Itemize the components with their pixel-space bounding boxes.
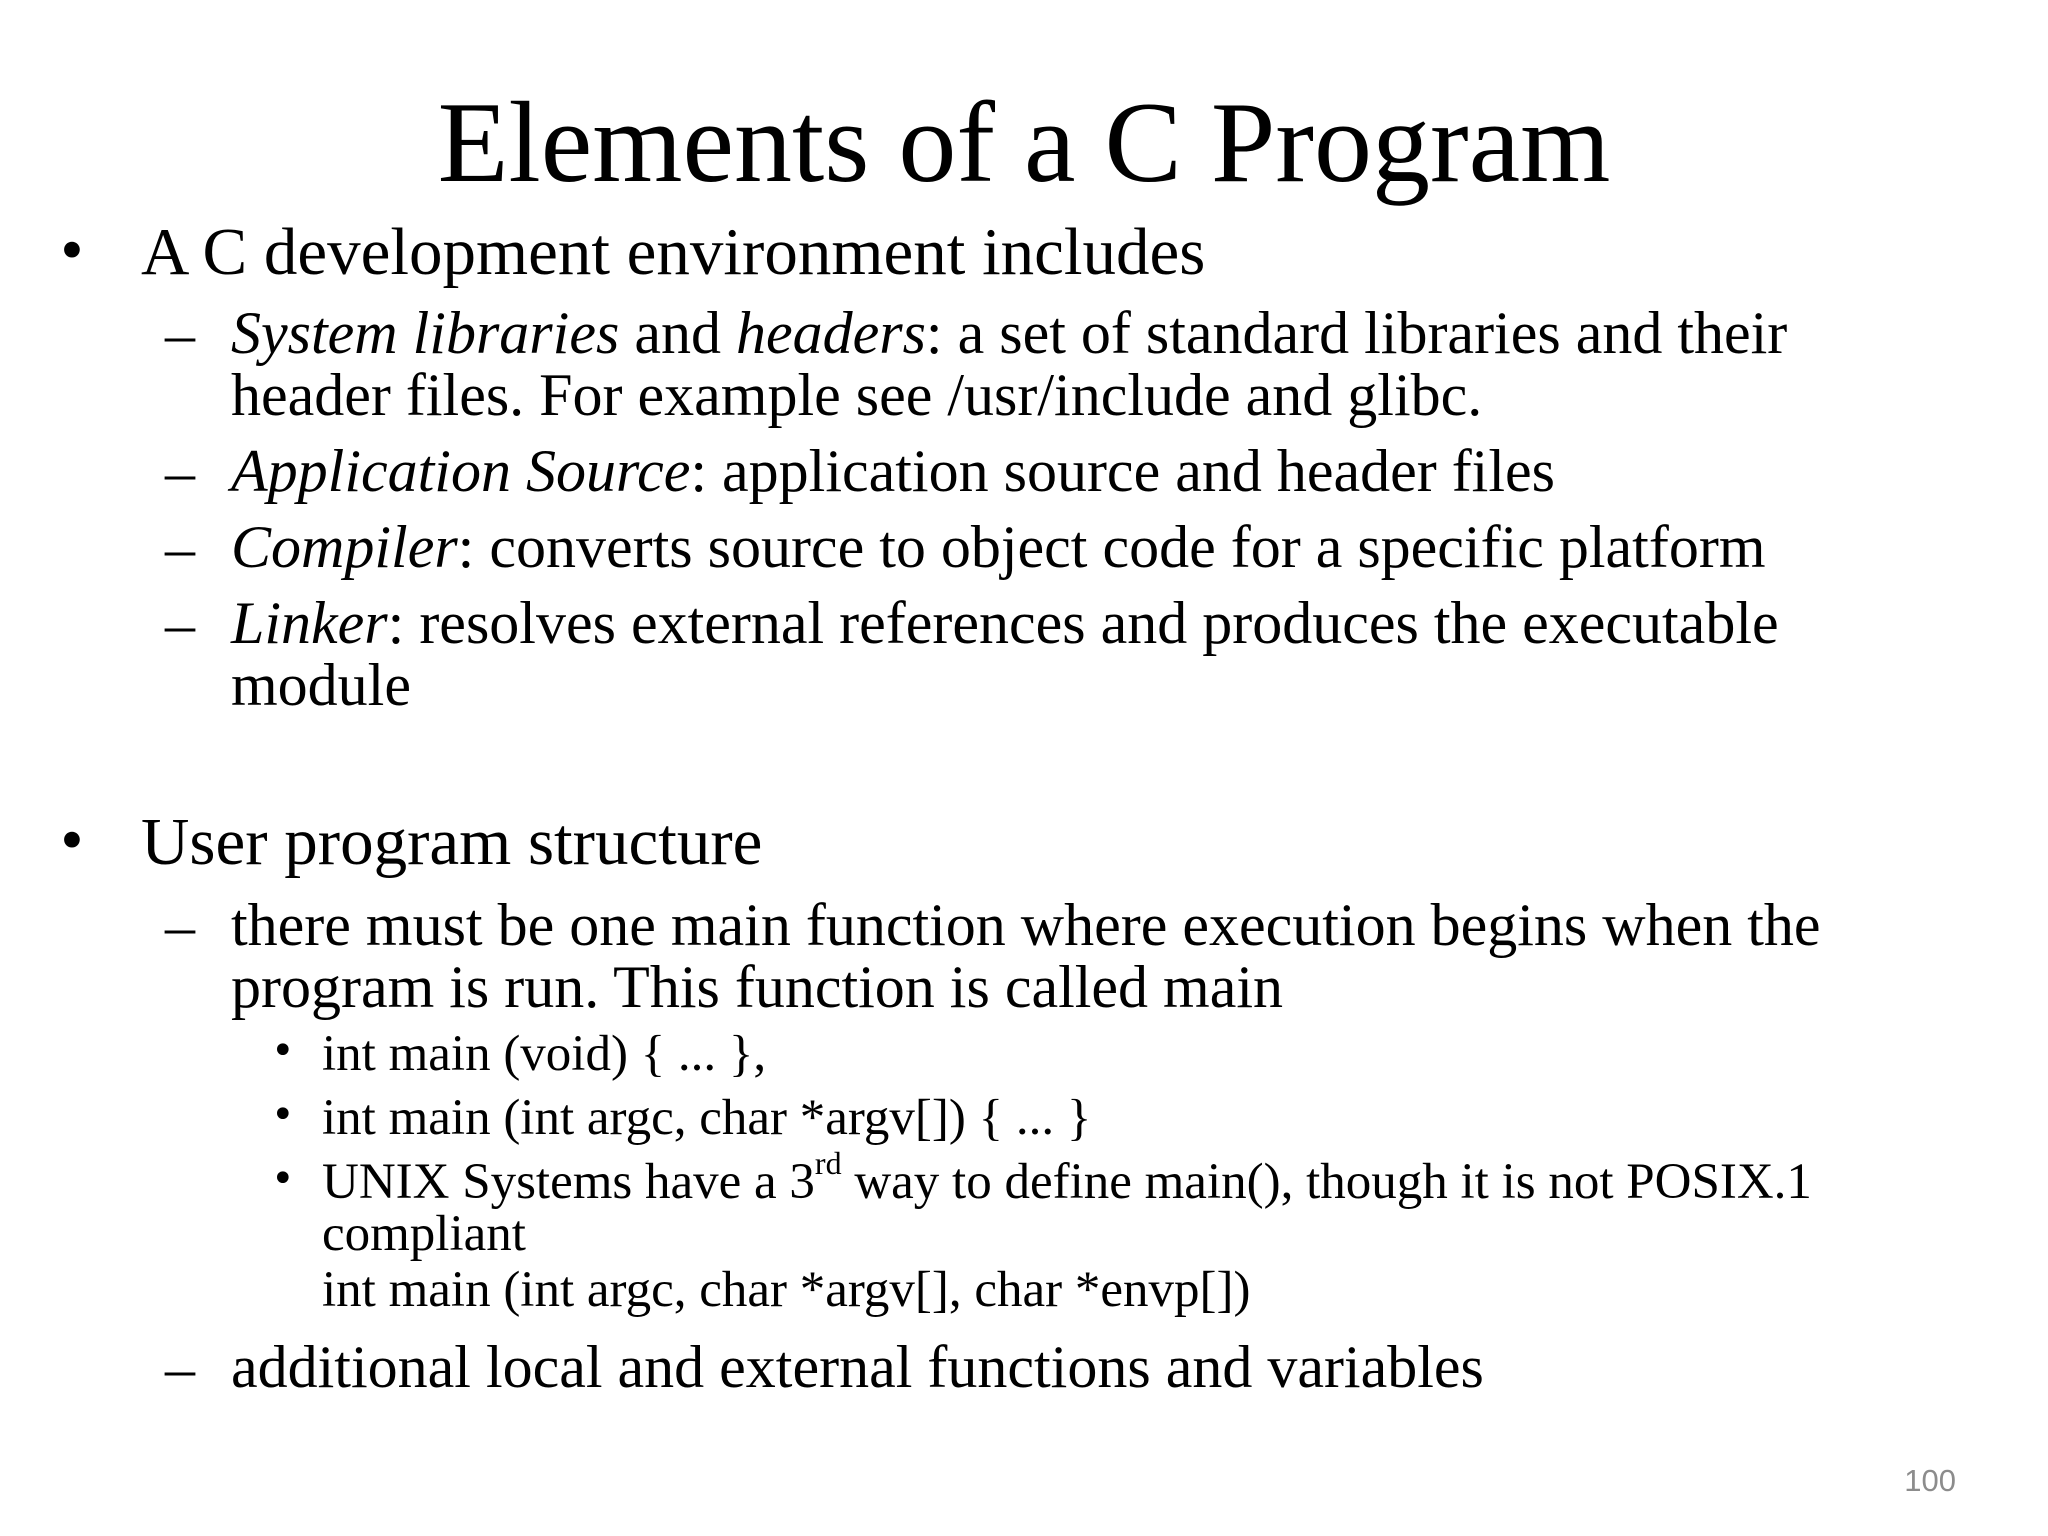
term: System libraries [231,300,620,366]
term: Application Source [231,438,691,504]
dash-icon: – [165,439,195,505]
list-item [231,516,1765,578]
section-heading: User program structure [141,805,763,879]
item-text: and [619,300,736,366]
code-item: int main (void) { ... }, [322,1026,767,1082]
superscript: rd [814,1145,842,1181]
bullet-icon: • [271,1156,295,1202]
item-text: : a set of standard libraries and their [925,300,1788,366]
dash-icon: – [165,591,195,657]
list-item [231,440,1555,502]
dash-icon: – [165,301,195,367]
section-heading: A C development environment includes [141,215,1206,289]
item-continuation: compliant [322,1206,526,1262]
list-item: additional local and external functions and variables [231,1334,1484,1400]
page-number: 100 [1904,1463,1956,1498]
item-continuation: header files. For example see /usr/include and glibc. [231,362,1483,428]
item-text: : application source and header files [690,438,1555,504]
slide-title: Elements of a C Program [437,79,1611,207]
item-continuation: program is run. This function is called main [231,954,1284,1020]
code-item: int main (int argc, char *argv[]) { ... } [322,1090,1092,1146]
dash-icon: – [165,515,195,581]
dash-icon: – [165,893,195,959]
list-item [231,592,1779,654]
bullet-icon: • [56,220,88,283]
bullet-icon: • [271,1092,295,1138]
list-item [231,302,1787,364]
dash-icon: – [165,1335,195,1401]
code-item: int main (int argc, char *argv[], char *envp[]) [322,1262,1251,1318]
item-text: : converts source to object code for a specific platform [457,514,1766,580]
term: headers [735,300,926,366]
list-item [322,1145,1812,1210]
item-text: : resolves external references and produces the executable [387,590,1779,656]
bullet-icon: • [271,1028,295,1074]
item-text: UNIX Systems have a 3 [322,1154,815,1210]
list-item: there must be one main function where execution begins when the [231,892,1821,958]
item-continuation: module [231,652,411,718]
bullet-icon: • [56,810,88,873]
item-text: way to define main(), though it is not POSIX.1 [841,1154,1812,1210]
term: Linker [231,590,388,656]
term: Compiler [231,514,458,580]
